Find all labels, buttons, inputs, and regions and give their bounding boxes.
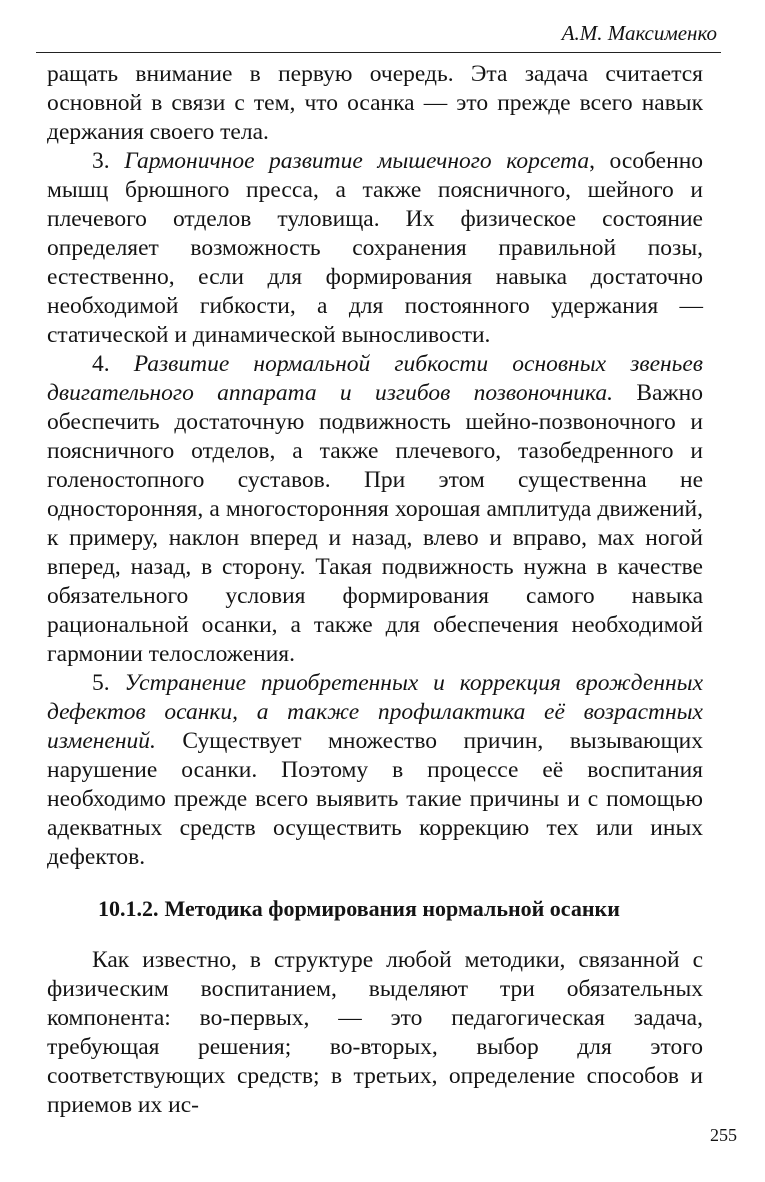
list-item-3-title: Гармоничное развитие мышечного корсета xyxy=(124,148,590,174)
list-item-3-text: , особенно мышц брюшного пресса, а также поясничного, шейного и плечевого отделов туловища. Их физическое состояние определяет возможность сохранения правильной позы, естественно, если для формирования навыка достаточно необходимой гибкости, а для постоянного удержания — статической и динамической выносливости. xyxy=(47,148,704,348)
section-heading xyxy=(47,894,703,924)
list-item-4-number: 4. xyxy=(92,351,110,377)
list-item-5-text: Существует множество причин, вызывающих нарушение осанки. Поэтому в процессе её воспитания необходимо прежде всего выявить такие причины и с помощью адекватных средств осуществить коррекцию тех или иных дефектов. xyxy=(47,728,703,870)
header-rule xyxy=(36,52,721,53)
paragraph-intro: Как известно, в структуре любой методики, связанной с физическим воспитанием, выделяют три обязательных компонента: во-первых, — это педагогическая задача, требующая решения; во-вторых, выбор для этого соответствующих средств; в третьих, определение способов и приемов их ис- xyxy=(47,947,703,1118)
list-item-3 xyxy=(47,147,703,350)
list-item-3-number: 3. xyxy=(92,148,110,174)
list-item-5 xyxy=(47,669,703,872)
list-item-5-number: 5. xyxy=(92,670,110,696)
section-title: Методика формирования нормальной осанки xyxy=(164,896,620,921)
main-text xyxy=(47,60,703,1120)
list-item-4-text: Важно обеспечить достаточную подвижность шейно-позвоночного и поясничного отделов, а также плечевого, тазобедренного и голеностопного суставов. При этом существенна не односторонняя, а многосторонняя хорошая амплитуда движений, к примеру, наклон вперед и назад, влево и вправо, мах ногой вперед, назад, в сторону. Такая подвижность нужна в качестве обязательного условия формирования самого навыка рациональной осанки, а также для обеспечения необходимой гармонии телосложения. xyxy=(47,380,703,667)
paragraph-continued: ращать внимание в первую очередь. Эта задача считается основной в связи с тем, что осанка — это прежде всего навык держания своего тела. xyxy=(47,61,703,145)
running-head-author: А.М. Максименко xyxy=(561,21,717,45)
section-number: 10.1.2. xyxy=(98,896,159,921)
list-item-4-title: Развитие нормальной гибкости основных звеньев двигательного аппарата и изгибов позвоночника. xyxy=(47,351,703,406)
list-item-5-title: Устранение приобретенных и коррекция врожденных дефектов осанки, а также профилактика её возрастных изменений. xyxy=(47,670,703,754)
page-number: 255 xyxy=(710,1125,737,1145)
list-item-4 xyxy=(47,350,703,669)
